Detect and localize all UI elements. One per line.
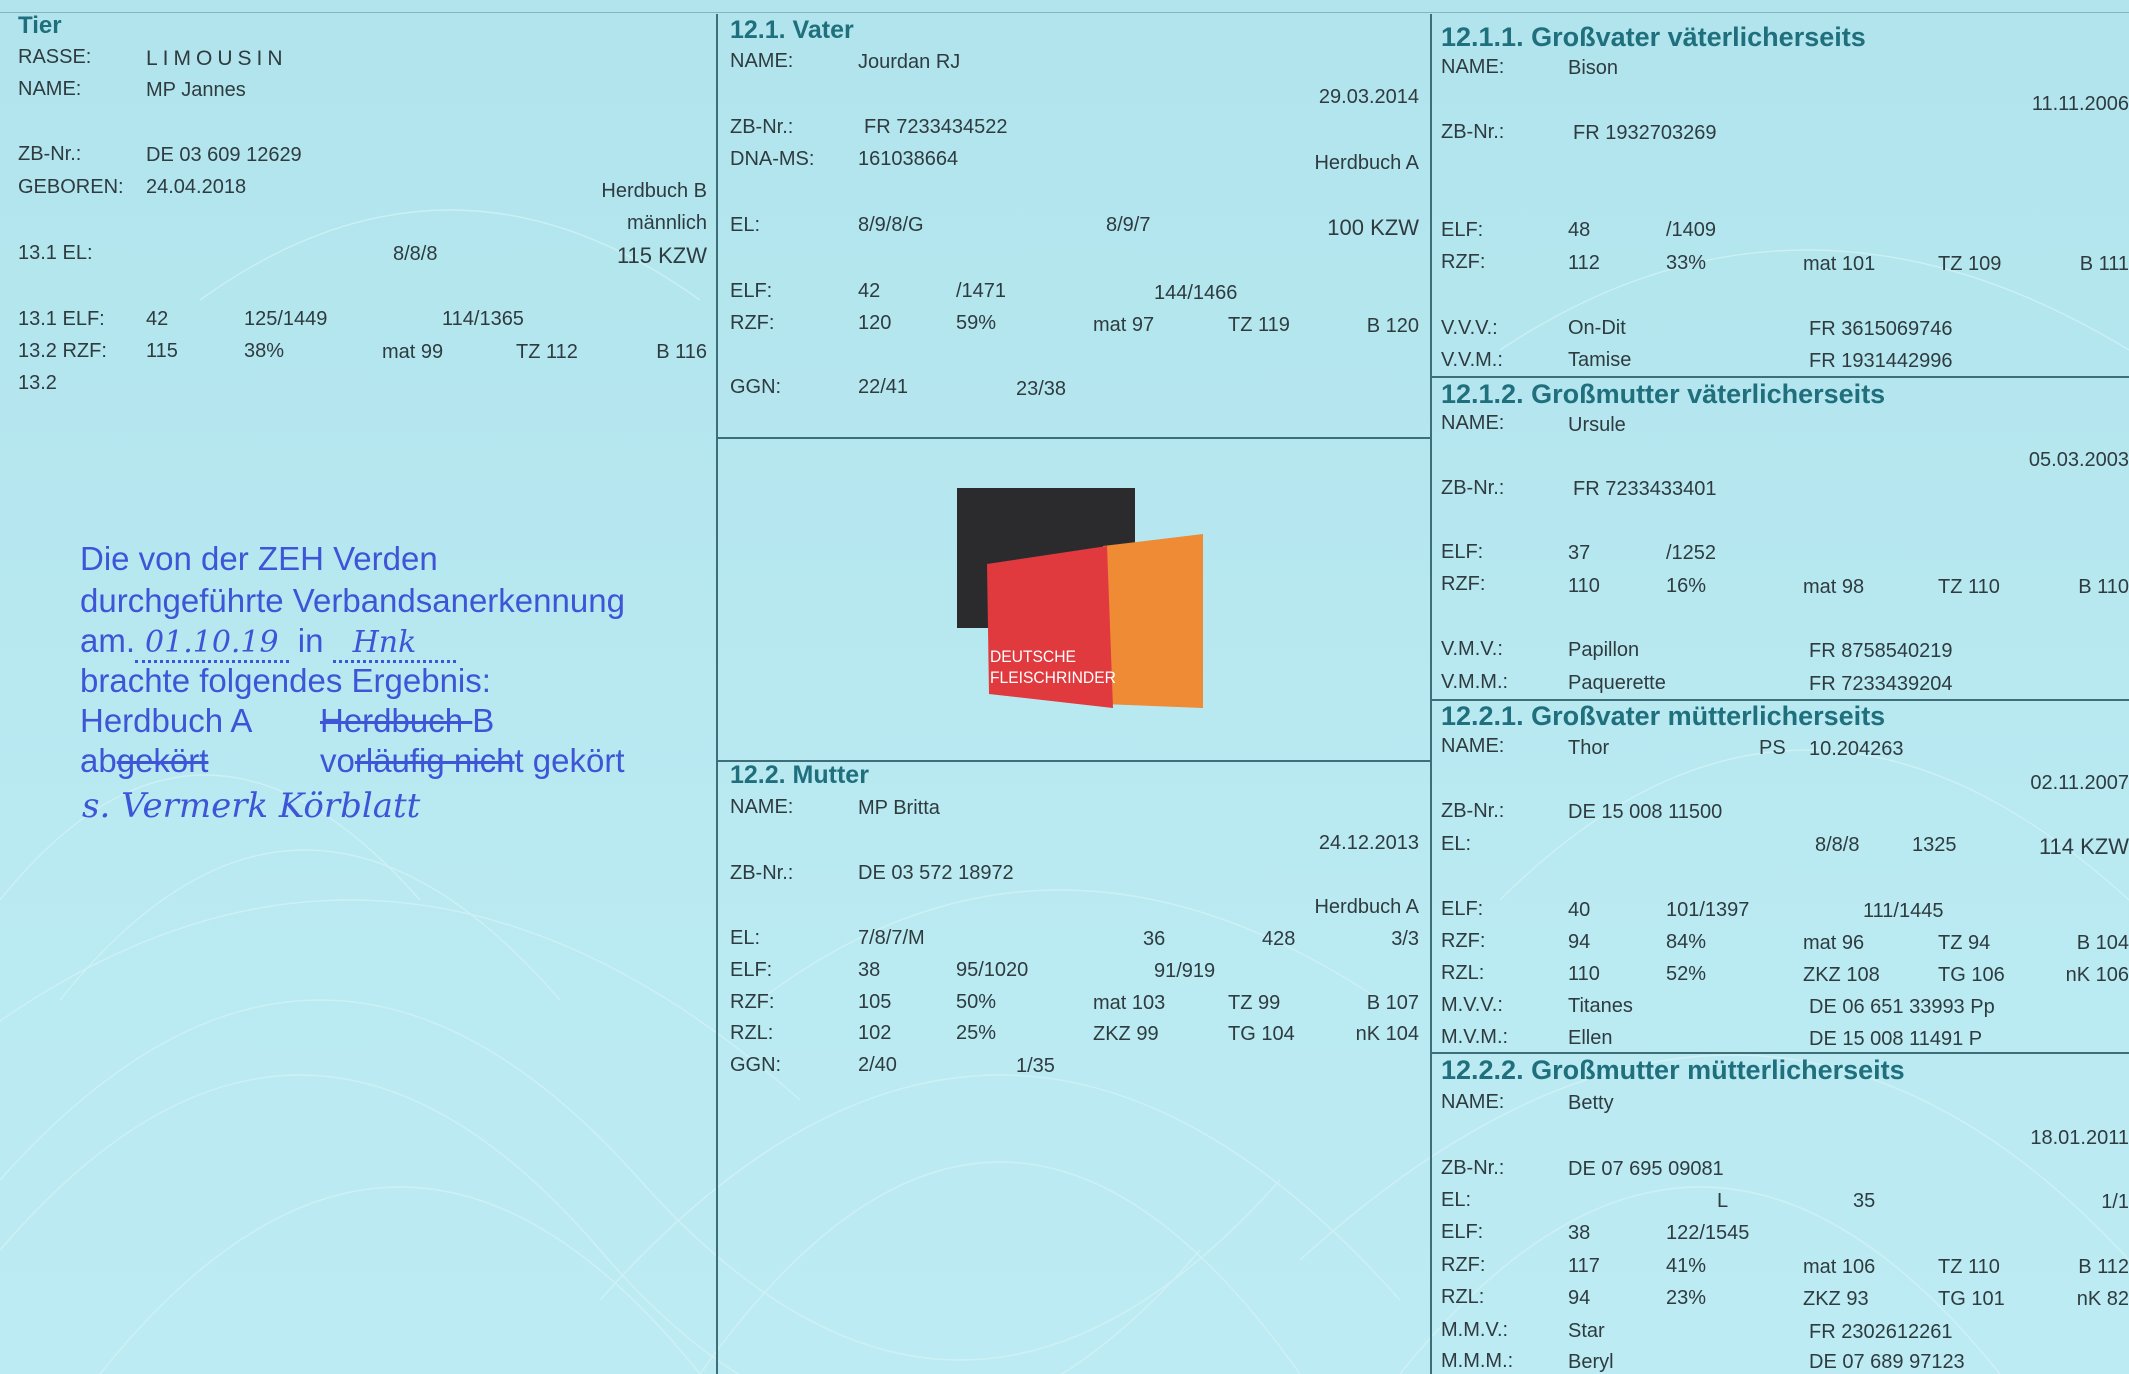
vater-elf-3: 144/1466	[1154, 282, 1238, 304]
mutter-name: MP Britta	[858, 797, 940, 819]
vater-ggn-2: 23/38	[1016, 378, 1067, 400]
vater-ggn-label: GGN:	[730, 376, 782, 398]
gvv-rzf-1: 112	[1568, 252, 1600, 274]
gvv-name: Bison	[1568, 57, 1619, 79]
divider-gvv-gmv	[1430, 376, 2129, 378]
gmv-rzf-1: 110	[1568, 575, 1600, 597]
vater-herdbuch: Herdbuch A	[1314, 152, 1419, 174]
gmm-rzl-4: TG 101	[1938, 1288, 2005, 1310]
vater-rzf-4: TZ 119	[1228, 314, 1290, 336]
gmm-heading: 12.2.2. Großmutter mütterlicherseits	[1441, 1055, 1905, 1085]
mutter-rzl-4: TG 104	[1228, 1023, 1295, 1045]
vater-elf-label: ELF:	[730, 280, 773, 302]
note-vorlaeufig-prefix: vo	[320, 742, 355, 779]
gmm-mmv-nr: FR 2302612261	[1809, 1321, 1953, 1343]
herdbuch-value: Herdbuch B	[601, 180, 707, 202]
rasse-label: RASSE:	[18, 46, 92, 68]
mutter-el-2: 36	[1143, 928, 1166, 950]
rzf-label: 13.2 RZF:	[18, 340, 107, 362]
gmv-zb: FR 7233433401	[1573, 478, 1717, 500]
note-herdbuch-b-letter: B	[472, 702, 495, 739]
vater-ggn-1: 22/41	[858, 376, 909, 398]
vater-rzf-1: 120	[858, 312, 892, 334]
gmm-rzf-label: RZF:	[1441, 1254, 1486, 1276]
vater-dna-label: DNA-MS:	[730, 148, 815, 170]
mutter-el-label: EL:	[730, 927, 761, 949]
mutter-el-3: 428	[1262, 928, 1296, 950]
note-vorlaeufig-suffix: t gekört	[514, 742, 625, 779]
gmm-mmv-label: M.M.V.:	[1441, 1319, 1509, 1341]
gmm-date: 18.01.2011	[2030, 1127, 2129, 1149]
logo-graphic	[955, 486, 1205, 711]
gvm-rzl-3: ZKZ 108	[1803, 964, 1880, 986]
gvm-mvv-label: M.V.V.:	[1441, 994, 1503, 1016]
geboren-value: 24.04.2018	[146, 176, 247, 198]
gvm-mvm-nr: DE 15 008 11491 P	[1809, 1028, 1983, 1050]
gvm-rzf-5: B 104	[2076, 932, 2129, 954]
note-date-handwritten: 01.10.19	[135, 625, 289, 663]
gvv-rzf-5: B 111	[2079, 253, 2129, 275]
gvv-vvv-label: V.V.V.:	[1441, 317, 1498, 339]
elf-label: 13.1 ELF:	[18, 308, 105, 330]
gvm-ps: PS	[1759, 737, 1786, 759]
gvm-rzl-4: TG 106	[1938, 964, 2005, 986]
gvm-elf-3: 111/1445	[1863, 900, 1944, 922]
gmv-heading: 12.1.2. Großmutter väterlicherseits	[1441, 379, 1886, 409]
gmm-elf-2: 122/1545	[1666, 1222, 1750, 1244]
gmm-el-3: 1/1	[2101, 1191, 2129, 1213]
gvv-zb-label: ZB-Nr.:	[1441, 121, 1505, 143]
vater-el-1: 8/9/8/G	[858, 214, 924, 236]
gmm-rzl-5: nK 82	[2076, 1288, 2129, 1310]
divider-gvm-gmm	[1430, 1052, 2129, 1054]
note-herdbuch-b	[320, 702, 494, 740]
note-vorlaeufig	[320, 742, 625, 780]
gvm-el-1: 8/8/8	[1815, 834, 1860, 856]
gmv-rzf-5: B 110	[2078, 576, 2129, 598]
gmv-elf-label: ELF:	[1441, 541, 1484, 563]
divider-right	[1430, 14, 1432, 1374]
mutter-rzf-3: mat 103	[1093, 992, 1166, 1014]
gmv-zb-label: ZB-Nr.:	[1441, 477, 1505, 499]
gvm-rzl-1: 110	[1568, 963, 1600, 985]
vater-el-3: 100 KZW	[1327, 215, 1419, 240]
mutter-date: 24.12.2013	[1318, 832, 1419, 854]
gmm-rzf-3: mat 106	[1803, 1256, 1876, 1278]
note-handwritten-remark: s. Vermerk Körblatt	[82, 786, 421, 826]
divider-top	[0, 12, 2129, 13]
zb-label: ZB-Nr.:	[18, 143, 82, 165]
gmm-zb-label: ZB-Nr.:	[1441, 1157, 1505, 1179]
gvm-zb-label: ZB-Nr.:	[1441, 800, 1505, 822]
note-line-2: durchgeführte Verbandsanerkennung	[80, 582, 625, 619]
gmv-name: Ursule	[1568, 414, 1626, 436]
elf-value-1: 42	[146, 308, 169, 330]
gmm-zb: DE 07 695 09081	[1568, 1158, 1724, 1180]
gvv-rzf-label: RZF:	[1441, 251, 1486, 273]
elf-value-2: 125/1449	[244, 308, 328, 330]
name-label: NAME:	[18, 78, 82, 100]
gvm-rzl-label: RZL:	[1441, 962, 1485, 984]
mutter-elf-2: 95/1020	[956, 959, 1029, 981]
gvm-elf-1: 40	[1568, 899, 1591, 921]
gmv-vmm-label: V.M.M.:	[1441, 671, 1509, 693]
divider-left	[716, 14, 718, 1374]
gvv-elf-label: ELF:	[1441, 219, 1484, 241]
row-13-2-label: 13.2	[18, 372, 57, 394]
gvm-rzl-5: nK 106	[2065, 964, 2129, 986]
mutter-rzf-1: 105	[858, 991, 892, 1013]
logo-text-line-2: FLEISCHRINDER	[989, 668, 1116, 688]
gmm-rzf-5: B 112	[2078, 1256, 2129, 1278]
gmm-el-2: 35	[1853, 1190, 1876, 1212]
gmm-rzf-1: 117	[1568, 1255, 1600, 1277]
mutter-elf-label: ELF:	[730, 959, 773, 981]
el-value-1: 8/8/8	[393, 243, 438, 265]
name-value: MP Jannes	[146, 79, 246, 101]
note-line-1: Die von der ZEH Verden	[80, 540, 438, 577]
note-place-handwritten: Hnk	[333, 625, 457, 663]
gvm-el-2: 1325	[1912, 834, 1957, 856]
mutter-rzf-4: TZ 99	[1228, 992, 1281, 1014]
gmm-name-label: NAME:	[1441, 1091, 1505, 1113]
gvv-vvv-nr: FR 3615069746	[1809, 318, 1953, 340]
gmm-rzl-2: 23%	[1666, 1287, 1707, 1309]
mutter-rzl-1: 102	[858, 1022, 892, 1044]
gmv-rzf-2: 16%	[1666, 575, 1707, 597]
rzf-value-5: B 116	[656, 341, 707, 363]
gmm-rzl-1: 94	[1568, 1287, 1591, 1309]
mutter-elf-3: 91/919	[1154, 960, 1216, 982]
mutter-el-1: 7/8/7/M	[858, 927, 925, 949]
vater-rzf-label: RZF:	[730, 312, 775, 334]
vater-elf-1: 42	[858, 280, 881, 302]
mutter-rzl-3: ZKZ 99	[1093, 1023, 1159, 1045]
logo-text-line-1: DEUTSCHE	[989, 647, 1076, 667]
gvv-elf-2: /1409	[1666, 219, 1717, 241]
mutter-heading: 12.2. Mutter	[730, 761, 869, 789]
note-line-3	[80, 622, 456, 663]
gvm-name: Thor	[1568, 737, 1610, 759]
gvv-vvm-nr: FR 1931442996	[1809, 350, 1953, 372]
deutsche-fleischrinder-logo	[955, 486, 1205, 711]
gvv-rzf-2: 33%	[1666, 252, 1707, 274]
gvv-heading: 12.1.1. Großvater väterlicherseits	[1441, 22, 1866, 52]
gmm-mmm-label: M.M.M.:	[1441, 1350, 1514, 1372]
note-abgekoert	[80, 742, 208, 780]
gvm-name-label: NAME:	[1441, 735, 1505, 757]
gmm-elf-1: 38	[1568, 1222, 1591, 1244]
gvv-date: 11.11.2006	[2031, 93, 2129, 115]
mutter-ggn-1: 2/40	[858, 1054, 897, 1076]
gmm-rzl-label: RZL:	[1441, 1286, 1485, 1308]
note-vorlaeufig-struck: rläufig nich	[354, 742, 515, 779]
mutter-rzf-label: RZF:	[730, 991, 775, 1013]
gmm-el-1: L	[1717, 1190, 1729, 1212]
vater-el-label: EL:	[730, 214, 761, 236]
gmv-date: 05.03.2003	[2028, 449, 2129, 471]
note-am: am.	[80, 622, 136, 659]
gmv-vmv-label: V.M.V.:	[1441, 638, 1503, 660]
mutter-ggn-label: GGN:	[730, 1054, 782, 1076]
gvm-rzf-4: TZ 94	[1938, 932, 1991, 954]
gvm-ps-nr: 10.204263	[1809, 738, 1904, 760]
mutter-rzf-5: B 107	[1366, 992, 1419, 1014]
mutter-rzl-5: nK 104	[1355, 1023, 1419, 1045]
note-line-4: brachte folgendes Ergebnis:	[80, 662, 491, 699]
gmv-vmv: Papillon	[1568, 639, 1640, 661]
rzf-value-3: mat 99	[382, 341, 444, 363]
rzf-value-1: 115	[146, 340, 178, 362]
vater-rzf-5: B 120	[1366, 315, 1419, 337]
gmv-elf-1: 37	[1568, 542, 1591, 564]
el-label: 13.1 EL:	[18, 242, 93, 264]
gvm-rzf-label: RZF:	[1441, 930, 1486, 952]
rzf-value-2: 38%	[244, 340, 285, 362]
gvm-mvm-label: M.V.M.:	[1441, 1026, 1509, 1048]
note-in: in	[297, 622, 324, 659]
gmv-vmv-nr: FR 8758540219	[1809, 640, 1953, 662]
gmv-vmm: Paquerette	[1568, 672, 1666, 694]
gmm-el-label: EL:	[1441, 1189, 1472, 1211]
gvv-vvm: Tamise	[1568, 349, 1632, 371]
elf-value-3: 114/1365	[442, 308, 524, 330]
gmm-rzl-3: ZKZ 93	[1803, 1288, 1869, 1310]
vater-rzf-3: mat 97	[1093, 314, 1155, 336]
gvv-vvv: On-Dit	[1568, 317, 1626, 339]
gvm-date: 02.11.2007	[2030, 772, 2129, 794]
mutter-el-4: 3/3	[1391, 928, 1419, 950]
gvm-rzf-1: 94	[1568, 931, 1591, 953]
vater-date: 29.03.2014	[1318, 86, 1419, 108]
gmm-elf-label: ELF:	[1441, 1221, 1484, 1243]
tier-heading: Tier	[18, 12, 62, 39]
gmm-mmm-nr: DE 07 689 97123	[1809, 1351, 1965, 1373]
gvv-elf-1: 48	[1568, 219, 1591, 241]
mutter-rzl-label: RZL:	[730, 1022, 774, 1044]
gvm-mvm: Ellen	[1568, 1027, 1613, 1049]
mutter-elf-1: 38	[858, 959, 881, 981]
gvm-el-3: 114 KZW	[2038, 834, 2129, 859]
vater-zb-label: ZB-Nr.:	[730, 116, 794, 138]
vater-el-2: 8/9/7	[1106, 214, 1151, 236]
gmm-mmv: Star	[1568, 1320, 1605, 1342]
gvm-el-label: EL:	[1441, 833, 1472, 855]
sex-value: männlich	[626, 212, 707, 234]
note-herdbuch-a: Herdbuch A	[80, 702, 253, 739]
mutter-zb: DE 03 572 18972	[858, 862, 1014, 884]
mutter-ggn-2: 1/35	[1016, 1055, 1055, 1077]
rasse-value: LIMOUSIN	[146, 47, 288, 70]
gvm-rzf-2: 84%	[1666, 931, 1707, 953]
gvm-mvv: Titanes	[1568, 995, 1633, 1017]
gmm-rzf-4: TZ 110	[1938, 1256, 2000, 1278]
note-herdbuch-b-struck: Herdbuch	[320, 702, 473, 739]
mutter-rzf-2: 50%	[956, 991, 997, 1013]
gmv-rzf-4: TZ 110	[1938, 576, 2000, 598]
gvm-rzf-3: mat 96	[1803, 932, 1865, 954]
gmv-rzf-3: mat 98	[1803, 576, 1865, 598]
gmv-name-label: NAME:	[1441, 412, 1505, 434]
gvm-zb: DE 15 008 11500	[1568, 801, 1723, 823]
gvm-elf-label: ELF:	[1441, 898, 1484, 920]
mutter-name-label: NAME:	[730, 796, 794, 818]
vater-heading: 12.1. Vater	[730, 16, 854, 44]
geboren-label: GEBOREN:	[18, 176, 124, 198]
gmm-mmm: Beryl	[1568, 1351, 1614, 1373]
vater-zb: FR 7233434522	[864, 116, 1008, 138]
gvm-mvv-nr: DE 06 651 33993 Pp	[1809, 996, 1995, 1018]
note-abgekoert-struck: gekört	[116, 742, 209, 779]
gmm-rzf-2: 41%	[1666, 1255, 1707, 1277]
vater-elf-2: /1471	[956, 280, 1007, 302]
vater-dna: 161038664	[858, 148, 959, 170]
gvv-name-label: NAME:	[1441, 56, 1505, 78]
vater-rzf-2: 59%	[956, 312, 997, 334]
gvm-rzl-2: 52%	[1666, 963, 1707, 985]
el-value-2: 115 KZW	[616, 243, 707, 268]
gmv-vmm-nr: FR 7233439204	[1809, 673, 1953, 695]
gvm-elf-2: 101/1397	[1666, 899, 1750, 921]
zb-value: DE 03 609 12629	[146, 144, 302, 166]
rzf-value-4: TZ 112	[516, 341, 578, 363]
gvv-zb: FR 1932703269	[1573, 122, 1717, 144]
gmm-name: Betty	[1568, 1092, 1614, 1114]
gvv-rzf-4: TZ 109	[1938, 253, 2002, 275]
gvv-rzf-3: mat 101	[1803, 253, 1876, 275]
gmv-elf-2: /1252	[1666, 542, 1717, 564]
gvv-vvm-label: V.V.M.:	[1441, 349, 1503, 371]
note-abgekoert-prefix: ab	[80, 742, 117, 779]
mutter-rzl-2: 25%	[956, 1022, 997, 1044]
gmv-rzf-label: RZF:	[1441, 573, 1486, 595]
vater-name: Jourdan RJ	[858, 51, 961, 73]
mutter-zb-label: ZB-Nr.:	[730, 862, 794, 884]
mutter-herdbuch: Herdbuch A	[1314, 896, 1419, 918]
gvm-heading: 12.2.1. Großvater mütterlicherseits	[1441, 701, 1886, 731]
vater-name-label: NAME:	[730, 50, 794, 72]
divider-vater-logo	[716, 437, 1430, 439]
